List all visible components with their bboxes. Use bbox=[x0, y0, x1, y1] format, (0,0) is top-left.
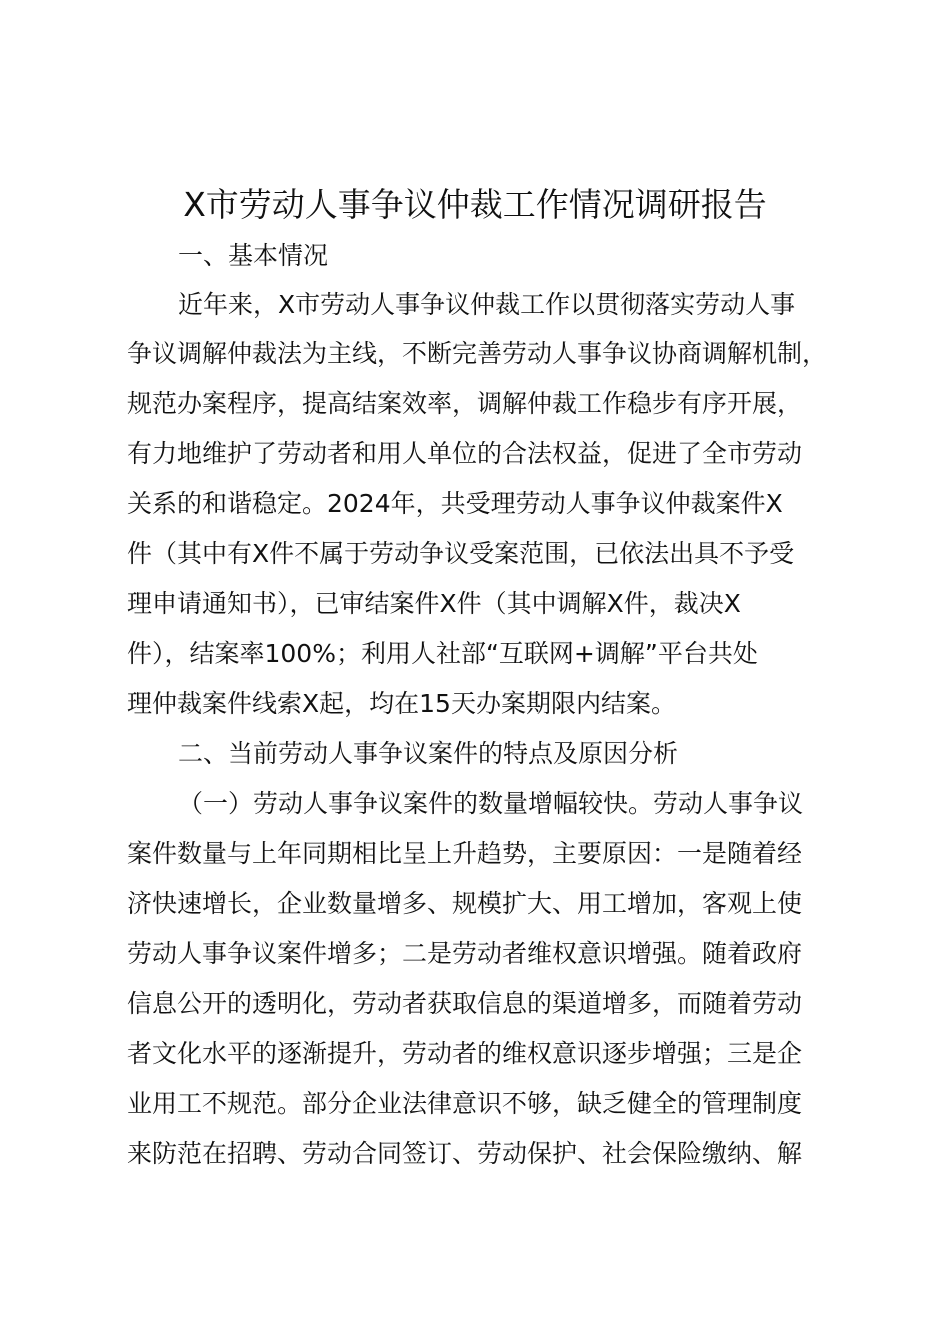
paragraph-line: （一）劳动人事争议案件的数量增幅较快。劳动人事争议 bbox=[178, 789, 804, 818]
paragraph-line: 来防范在招聘、劳动合同签订、劳动保护、社会保险缴纳、解 bbox=[127, 1139, 803, 1168]
paragraph-line: 者文化水平的逐渐提升，劳动者的维权意识逐步增强；三是企 bbox=[127, 1039, 803, 1068]
paragraph-line: 案件数量与上年同期相比呈上升趋势，主要原因：一是随着经 bbox=[127, 839, 803, 868]
paragraph-line: 有力地维护了劳动者和用人单位的合法权益，促进了全市劳动 bbox=[127, 439, 803, 468]
paragraph-line: 争议调解仲裁法为主线，不断完善劳动人事争议协商调解机制， bbox=[127, 339, 828, 368]
paragraph-line: 近年来，X市劳动人事争议仲裁工作以贯彻落实劳动人事 bbox=[178, 290, 796, 319]
paragraph-line: 理仲裁案件线索X起，均在15天办案期限内结案。 bbox=[127, 689, 676, 718]
paragraph-line: 件（其中有X件不属于劳动争议受案范围，已依法出具不予受 bbox=[127, 539, 795, 568]
section-heading-2: 二、当前劳动人事争议案件的特点及原因分析 bbox=[178, 739, 679, 768]
paragraph-line: 关系的和谐稳定。2024年，共受理劳动人事争议仲裁案件X bbox=[127, 489, 783, 518]
document-title: X市劳动人事争议仲裁工作情况调研报告 bbox=[183, 185, 767, 224]
paragraph-line: 理申请通知书），已审结案件X件（其中调解X件，裁决X bbox=[127, 589, 741, 618]
paragraph-line: 劳动人事争议案件增多；二是劳动者维权意识增强。随着政府 bbox=[127, 939, 803, 968]
paragraph-line: 业用工不规范。部分企业法律意识不够，缺乏健全的管理制度 bbox=[127, 1089, 803, 1118]
section-heading-1: 一、基本情况 bbox=[178, 241, 329, 270]
paragraph-line: 件），结案率100%；利用人社部“互联网+调解”平台共处 bbox=[127, 639, 758, 668]
paragraph-line: 济快速增长，企业数量增多、规模扩大、用工增加，客观上使 bbox=[127, 889, 803, 918]
paragraph-line: 信息公开的透明化，劳动者获取信息的渠道增多，而随着劳动 bbox=[127, 989, 803, 1018]
paragraph-line: 规范办案程序，提高结案效率，调解仲裁工作稳步有序开展， bbox=[127, 389, 803, 418]
